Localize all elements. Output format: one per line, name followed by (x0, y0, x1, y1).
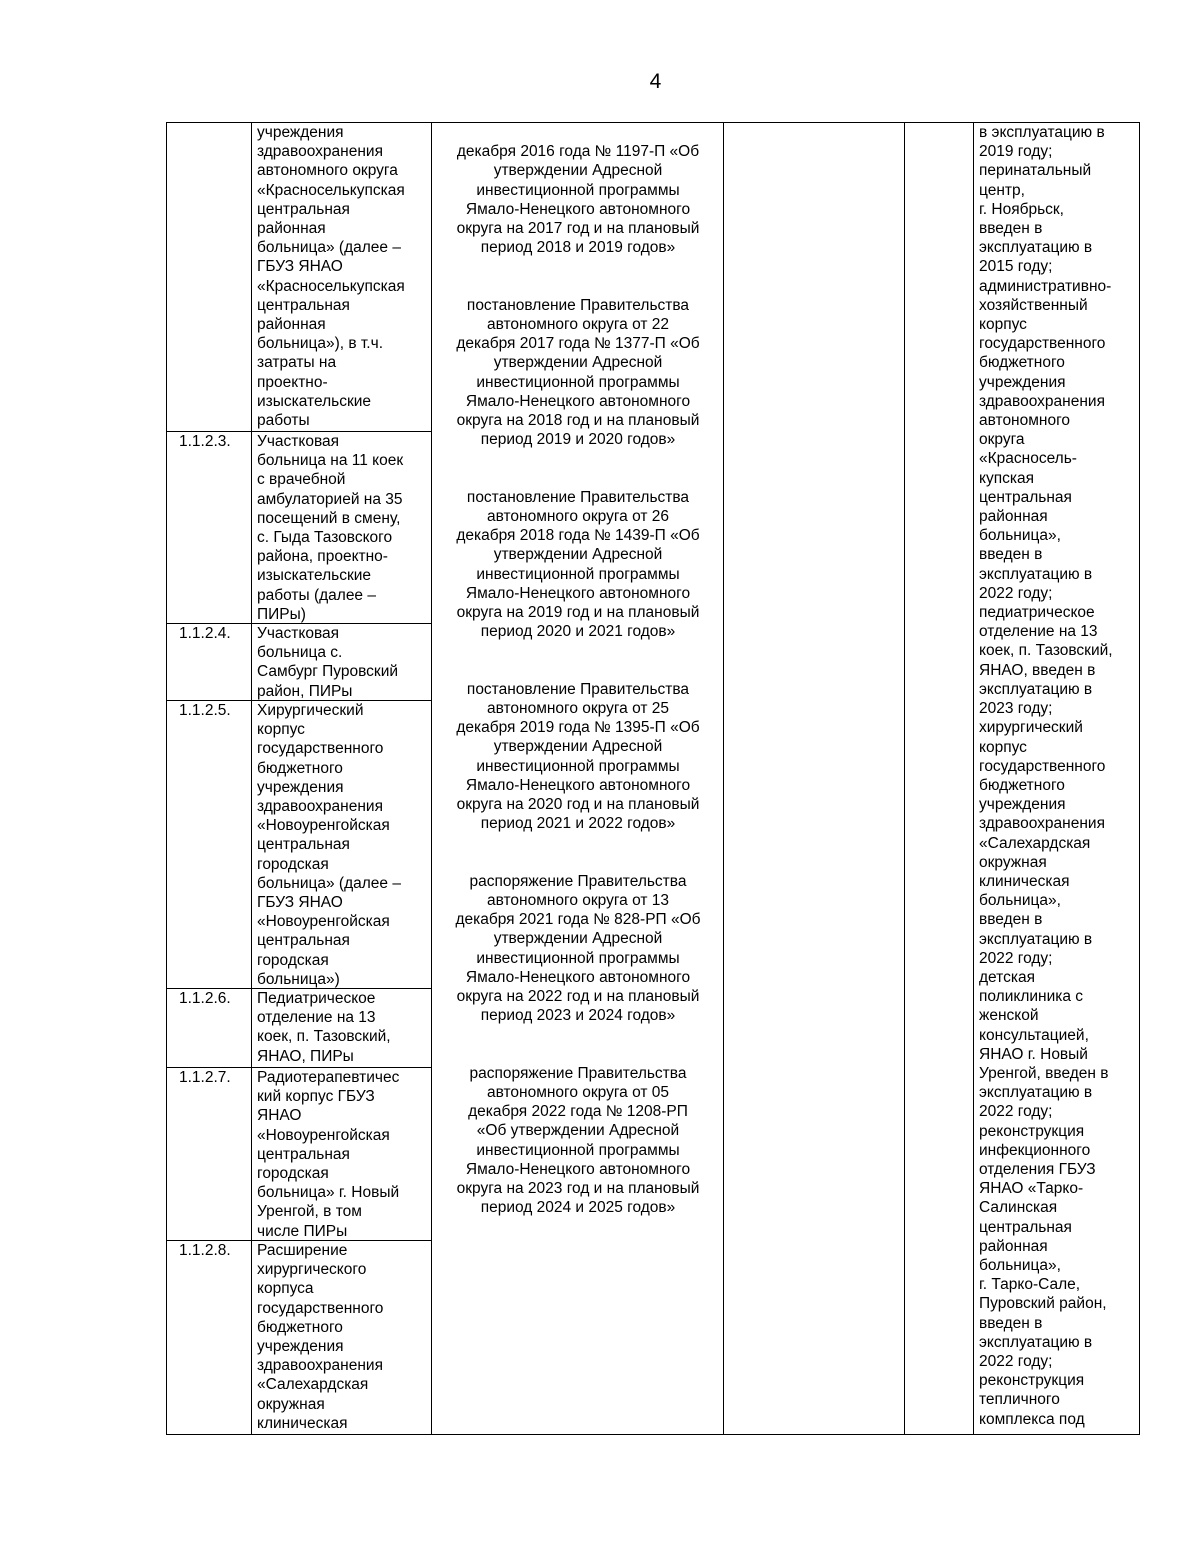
investment-table (166, 122, 1140, 1435)
column-divider (251, 123, 252, 1434)
column-divider (973, 123, 974, 1434)
row-number: 1.1.2.3. (179, 433, 231, 450)
row-number: 1.1.2.8. (179, 1242, 231, 1259)
row-name: Педиатрическое отделение на 13 коек, п. Тазовский, ЯНАО, ПИРы (257, 990, 391, 1065)
column-divider (723, 123, 724, 1434)
row-name: Расширение хирургического корпуса государственного бюджетного учреждения здравоохранения «Салехардская окружная клиническая (257, 1242, 384, 1432)
row-number: 1.1.2.5. (179, 702, 231, 719)
row-name: Участковая больница с. Самбург Пуровский район, ПИРы (257, 625, 399, 700)
row-name: Радиотерапевтичес кий корпус ГБУЗ ЯНАО «Новоуренгойская центральная городская больница» г. Новый Уренгой, в том числе ПИРы (257, 1069, 400, 1240)
decree-block: постановление Правительства автономного округа от 25 декабря 2019 года № 1395-П «Об утверждении Адресной инвестиционной программы Ямало-Ненецкого автономного округа на 2020 год и на плановый период 2021 и 2022 годов» (456, 680, 700, 833)
decree-block: распоряжение Правительства автономного округа от 13 декабря 2021 года № 828-РП «Об утверждении Адресной инвестиционной программы Ямало-Ненецкого автономного округа на 2022 год и на плановый период 2023 и 2024 годов» (455, 872, 701, 1025)
row-name: учреждения здравоохранения автономного округа «Красноселькупская центральная районная больница» (далее – ГБУЗ ЯНАО «Красноселькупская центральная районная больница»), в т.ч. затраты на проектно- изыскательские работы (257, 124, 405, 430)
decree-block: распоряжение Правительства автономного округа от 05 декабря 2022 года № 1208-РП «Об утверждении Адресной инвестиционной программы Ямало-Ненецкого автономного округа на 2023 год и на плановый период 2024 и 2025 годов» (456, 1064, 700, 1217)
row-number: 1.1.2.7. (179, 1069, 231, 1086)
row-number: 1.1.2.4. (179, 625, 231, 642)
decree-block: декабря 2016 года № 1197-П «Об утверждении Адресной инвестиционной программы Ямало-Ненецкого автономного округа на 2017 год и на плановый период 2018 и 2019 годов» (456, 143, 700, 257)
decree-block: постановление Правительства автономного округа от 22 декабря 2017 года № 1377-П «Об утверждении Адресной инвестиционной программы Ямало-Ненецкого автономного округа на 2018 год и на плановый период 2019 и 2020 годов» (456, 296, 700, 449)
row-name: Хирургический корпус государственного бюджетного учреждения здравоохранения «Новоуренгойская центральная городская больница» (далее – ГБУЗ ЯНАО «Новоуренгойская центральная городская больница») (257, 702, 401, 988)
page-number: 4 (649, 70, 662, 93)
decree-block: постановление Правительства автономного округа от 26 декабря 2018 года № 1439-П «Об утверждении Адресной инвестиционной программы Ямало-Ненецкого автономного округа на 2019 год и на плановый период 2020 и 2021 годов» (456, 488, 700, 641)
row-number: 1.1.2.6. (179, 990, 231, 1007)
column-divider (904, 123, 905, 1434)
status-column: в эксплуатацию в 2019 году; перинатальный центр, г. Ноябрьск, введен в эксплуатацию в 2015 году; административно- хозяйственный корпус государственного бюджетного учреждения здравоохранения автономного округа «Красносель- купская центральная районная больница», введен в эксплуатацию в 2022 году; педиатрическое отделение на 13 коек, п. Тазовский, ЯНАО, введен в эксплуатацию в 2023 году; хирургический корпус государственного бюджетного учреждения здравоохранения «Салехардская окружная клиническая больница», введен в эксплуатацию в 2022 году; детская поликлиника с женской консультацией, ЯНАО г. Новый Уренгой, введен в эксплуатацию в 2022 году; реконструкция инфекционного отделения ГБУЗ ЯНАО «Тарко- Салинская центральная районная больница», г. Тарко-Сале, Пуровский район, введен в эксплуатацию в 2022 году; реконструкция тепличного комплекса под (979, 124, 1113, 1428)
row-name: Участковая больница на 11 коек с врачебной амбулаторией на 35 посещений в смену, с. Гыда Тазовского района, проектно- изыскательские работы (далее – ПИРы) (257, 433, 404, 623)
legal-acts-column (433, 123, 723, 1237)
